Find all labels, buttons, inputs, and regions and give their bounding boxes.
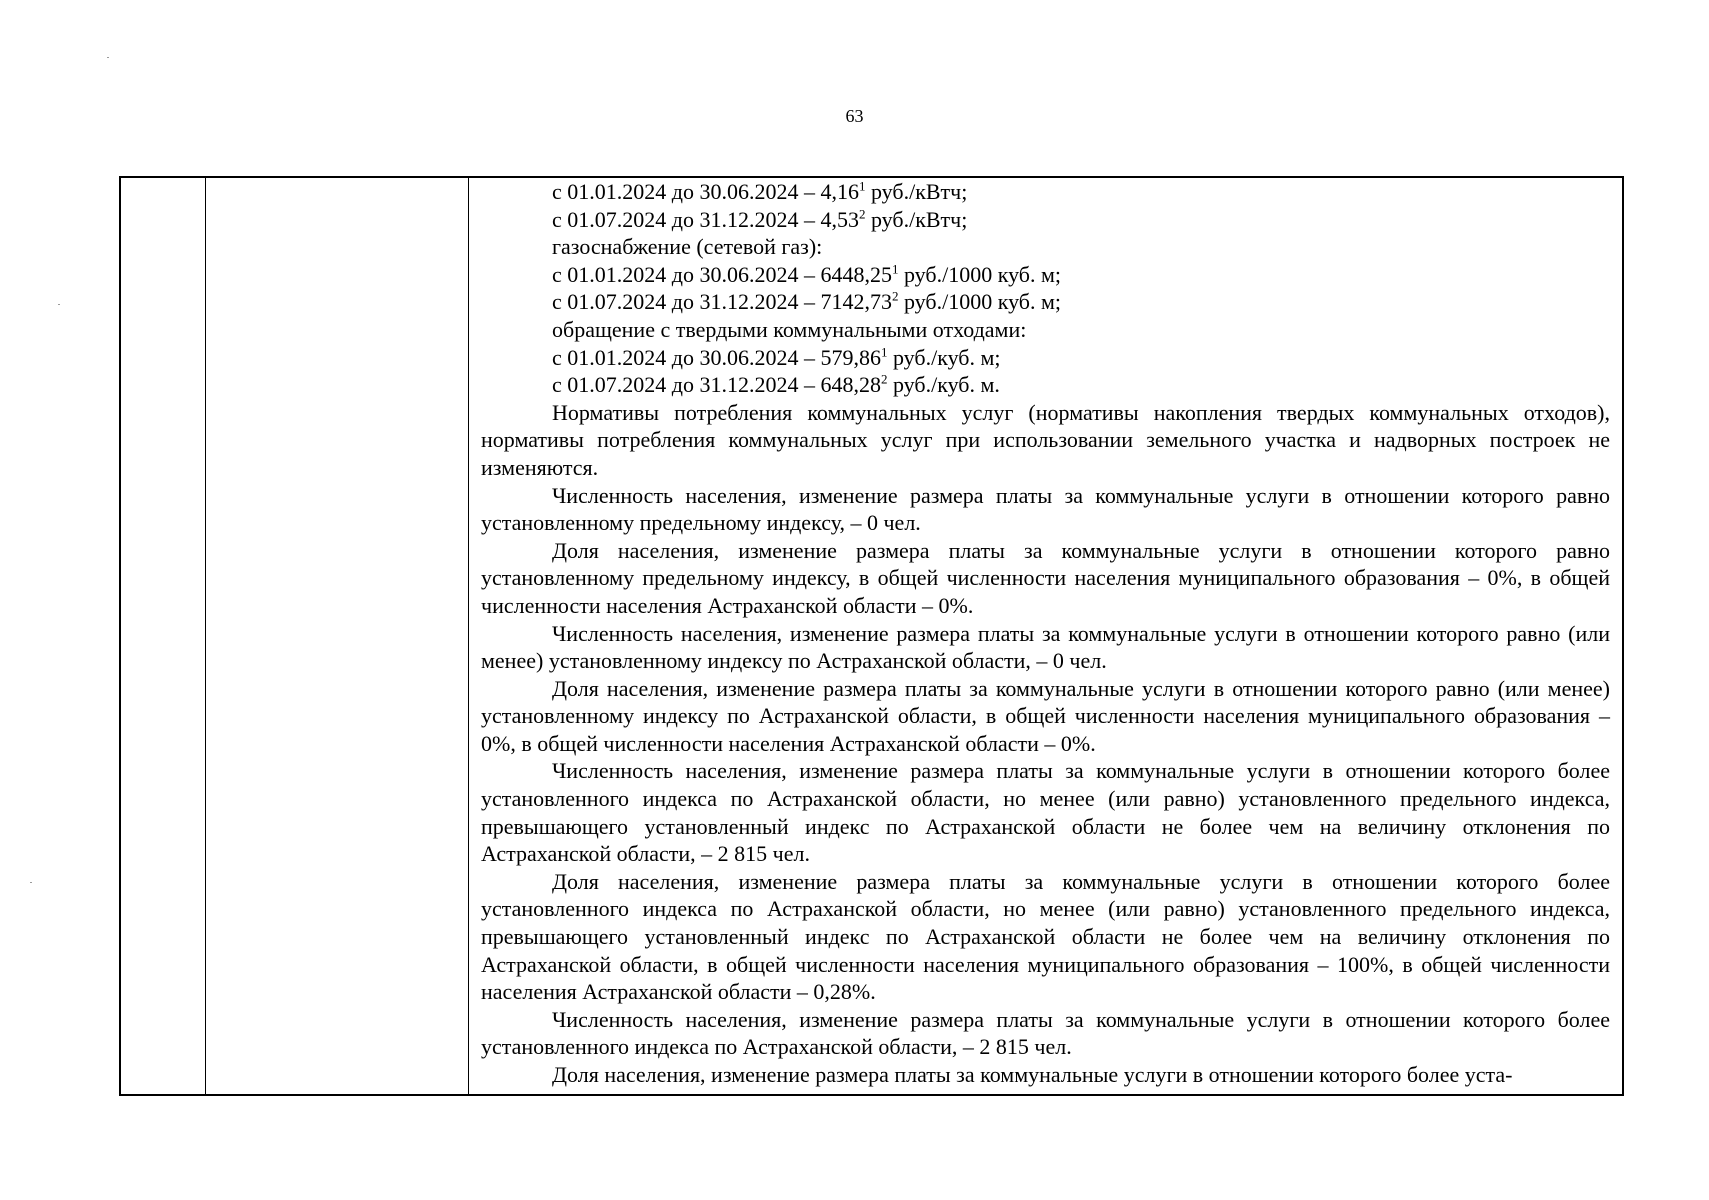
body-paragraph: Численность населения, изменение размера платы за коммунальные услуги в отношении которого более установленного индекса по Астраханской области, – 2 815 чел. xyxy=(481,1006,1610,1060)
tariff-rate-text: с 01.01.2024 до 30.06.2024 – 4,16 xyxy=(552,179,859,204)
footnote-marker: 1 xyxy=(891,261,899,277)
tariff-rates-list xyxy=(481,178,1610,399)
table-column-number xyxy=(121,178,206,1094)
tariff-rate-text: с 01.01.2024 до 30.06.2024 – 579,86 xyxy=(552,344,881,370)
tariff-rate-line xyxy=(481,288,1610,316)
tariff-rate-text: с 01.07.2024 до 31.12.2024 – 648,28 xyxy=(552,372,881,398)
footnote-marker: 1 xyxy=(858,178,866,194)
tariff-rate-line xyxy=(481,178,1610,206)
tariff-rate-line xyxy=(481,344,1610,372)
footnote-marker: 2 xyxy=(858,206,866,222)
scan-speck xyxy=(30,882,32,883)
footnote-marker: 1 xyxy=(880,344,888,360)
tariff-rate-line xyxy=(481,261,1610,289)
body-paragraph: Численность населения, изменение размера платы за коммунальные услуги в отношении которого равно установленному предельному индексу, – 0 чел. xyxy=(481,482,1610,536)
page-number: 63 xyxy=(845,106,864,126)
tariff-rate-text: газоснабжение (сетевой газ): xyxy=(552,234,823,260)
body-paragraph: Доля населения, изменение размера платы за коммунальные услуги в отношении которого более уста- xyxy=(552,1062,1513,1087)
tariff-rate-unit: руб./кВтч; xyxy=(865,179,968,204)
tariff-rate-line xyxy=(481,206,1610,234)
tariff-rate-unit: руб./куб. м. xyxy=(887,372,1000,398)
table-column-content xyxy=(469,178,1622,1094)
tariff-rate-unit: руб./кВтч; xyxy=(865,206,968,232)
tariff-rate-text: с 01.01.2024 до 30.06.2024 – 6448,25 xyxy=(552,261,892,287)
scan-speck xyxy=(107,57,109,58)
body-paragraph: Численность населения, изменение размера платы за коммунальные услуги в отношении которого равно (или менее) установленному индексу по Астраханской области, – 0 чел. xyxy=(481,620,1610,674)
document-table xyxy=(119,176,1624,1096)
footnote-marker: 2 xyxy=(880,371,888,387)
body-paragraph: Нормативы потребления коммунальных услуг (нормативы накопления твердых коммунальных отходов), нормативы потребления коммунальных услуг при использовании земельного участка и надворных построек не изменяются. xyxy=(481,399,1610,480)
body-paragraph: Доля населения, изменение размера платы за коммунальные услуги в отношении которого равно (или менее) установленному индексу по Астраханской области, в общей численности населения муниципального образования – 0%, в общей численности населения Астраханской области – 0%. xyxy=(481,675,1610,756)
tariff-rate-unit: руб./1000 куб. м; xyxy=(898,289,1062,315)
body-paragraph: Доля населения, изменение размера платы за коммунальные услуги в отношении которого более установленного индекса по Астраханской области, но менее (или равно) установленного предельного индекса, превышающего установленный индекс по Астраханской области не более чем на величину отклонения по Астраханской области, в общей численности населения муниципального образования – 100%, в общей численности населения Астраханской области – 0,28%. xyxy=(481,868,1610,1005)
body-paragraph: Численность населения, изменение размера платы за коммунальные услуги в отношении которого более установленного индекса по Астраханской области, но менее (или равно) установленного предельного индекса, превышающего установленный индекс по Астраханской области не более чем на величину отклонения по Астраханской области, – 2 815 чел. xyxy=(481,758,1610,867)
scan-speck xyxy=(58,304,60,305)
tariff-rate-text: с 01.07.2024 до 31.12.2024 – 7142,73 xyxy=(552,289,892,315)
tariff-rate-unit: руб./куб. м; xyxy=(887,344,1001,370)
tariff-rate-text: обращение с твердыми коммунальными отходами: xyxy=(552,316,1027,342)
body-paragraph: Доля населения, изменение размера платы за коммунальные услуги в отношении которого равно установленному предельному индексу, в общей численности населения муниципального образования – 0%, в общей численности населения Астраханской области – 0%. xyxy=(481,537,1610,618)
footnote-marker: 2 xyxy=(891,289,899,305)
tariff-rate-unit: руб./1000 куб. м; xyxy=(898,261,1062,287)
tariff-rate-line xyxy=(481,233,1610,261)
tariff-rate-line xyxy=(481,316,1610,344)
paragraphs-list xyxy=(481,399,1610,1089)
table-column-name xyxy=(206,178,469,1094)
tariff-rate-text: с 01.07.2024 до 31.12.2024 – 4,53 xyxy=(552,206,859,232)
tariff-rate-line xyxy=(481,371,1610,399)
